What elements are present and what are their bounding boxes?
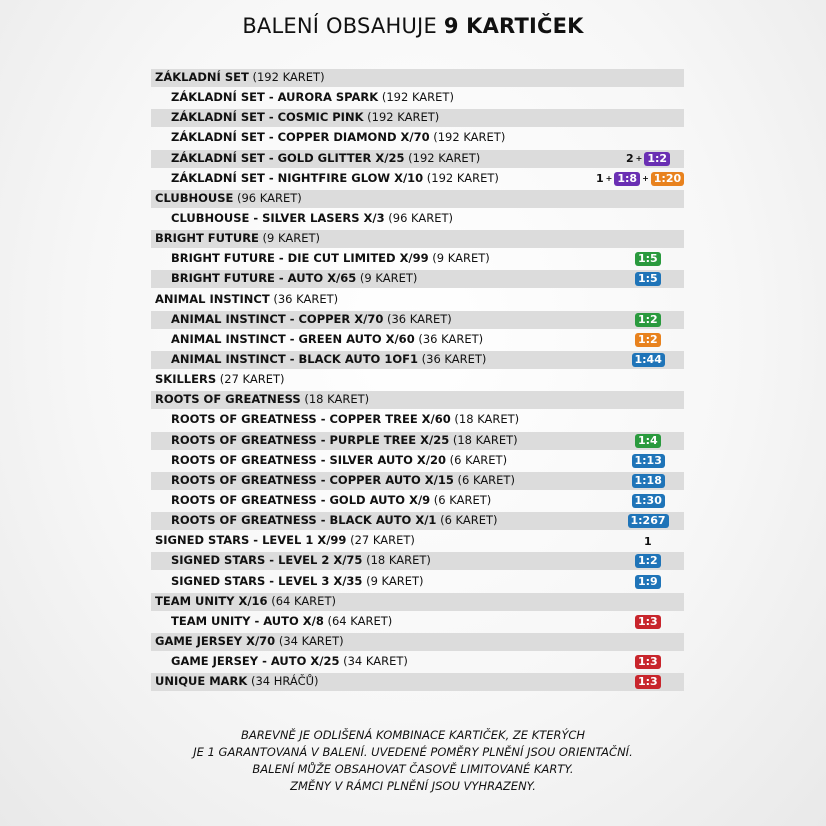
card-count: (192 KARET) (404, 150, 481, 165)
set-name: GAME JERSEY - AUTO X/25 (171, 654, 340, 669)
table-row (151, 633, 684, 651)
row-label (171, 654, 408, 668)
ratio-group (635, 674, 661, 690)
ratio-badge: 1:8 (614, 172, 640, 186)
ratio-badge: 1:18 (632, 474, 665, 488)
card-count: (27 KARET) (216, 372, 285, 387)
title-prefix: BALENÍ OBSAHUJE (242, 14, 444, 38)
plus-sign: + (642, 174, 649, 184)
set-name: ZÁKLADNÍ SET - NIGHTFIRE GLOW X/10 (171, 170, 424, 185)
table-row (151, 512, 684, 530)
set-name: ROOTS OF GREATNESS - BLACK AUTO X/1 (171, 513, 437, 528)
set-name: ANIMAL INSTINCT - BLACK AUTO 1OF1 (171, 351, 418, 366)
card-count: (9 KARET) (258, 231, 320, 246)
row-label (171, 574, 424, 588)
set-name: ANIMAL INSTINCT (155, 291, 270, 306)
table-row (151, 673, 684, 691)
guaranteed-count: 1 (644, 534, 652, 548)
ratio-group (635, 332, 661, 348)
table-row (151, 250, 684, 268)
ratio-group (635, 251, 661, 267)
table-row (151, 170, 684, 188)
table-row (151, 331, 684, 349)
card-count: (18 KARET) (300, 392, 370, 407)
ratio-badge: 1:3 (635, 675, 661, 689)
row-label (171, 352, 486, 366)
card-count: (6 KARET) (430, 492, 492, 507)
footer-note (0, 727, 826, 795)
card-table (151, 69, 684, 693)
set-name: TEAM UNITY X/16 (155, 593, 268, 608)
table-row (151, 432, 684, 450)
ratio-badge: 1:30 (632, 494, 665, 508)
set-name: ROOTS OF GREATNESS - COPPER TREE X/60 (171, 412, 451, 427)
ratio-group (635, 271, 661, 287)
page-title (0, 14, 826, 38)
ratio-group (632, 473, 665, 489)
row-label (171, 614, 392, 628)
row-label (171, 493, 491, 507)
set-name: UNIQUE MARK (155, 674, 248, 689)
table-row (151, 653, 684, 671)
table-row (151, 452, 684, 470)
card-count: (34 HRÁČŮ) (247, 674, 319, 689)
set-name: BRIGHT FUTURE - DIE CUT LIMITED X/99 (171, 251, 429, 266)
table-row (151, 573, 684, 591)
set-name: BRIGHT FUTURE (155, 231, 259, 246)
table-row (151, 190, 684, 208)
guaranteed-count: 1 (596, 172, 604, 186)
card-count: (9 KARET) (356, 271, 418, 286)
ratio-group (635, 312, 661, 328)
set-name: TEAM UNITY - AUTO X/8 (171, 613, 324, 628)
card-count: (36 KARET) (269, 291, 339, 306)
row-label (155, 392, 369, 406)
ratio-badge: 1:267 (628, 514, 669, 528)
set-name: CLUBHOUSE (155, 190, 234, 205)
ratio-group (644, 533, 652, 549)
card-count: (192 KARET) (423, 170, 499, 185)
guaranteed-count: 2 (626, 152, 634, 166)
row-label (171, 433, 518, 447)
ratio-group (632, 352, 665, 368)
plus-sign: + (605, 174, 613, 184)
set-name: SIGNED STARS - LEVEL 2 X/75 (171, 553, 363, 568)
set-name: SIGNED STARS - LEVEL 3 X/35 (171, 573, 363, 588)
card-count: (6 KARET) (436, 513, 498, 528)
ratio-group (596, 171, 684, 187)
set-name: ZÁKLADNÍ SET - COSMIC PINK (171, 110, 364, 125)
card-count: (34 KARET) (339, 654, 408, 669)
row-label (171, 90, 454, 104)
card-count: (36 KARET) (383, 311, 452, 326)
row-label (155, 372, 285, 386)
ratio-group (632, 493, 665, 509)
row-label (171, 171, 499, 185)
row-label (171, 453, 507, 467)
footer-line: BALENÍ MŮŽE OBSAHOVAT ČASOVĚ LIMITOVANÉ KARTY. (252, 762, 574, 776)
ratio-group (635, 614, 661, 630)
set-name: ROOTS OF GREATNESS - PURPLE TREE X/25 (171, 432, 450, 447)
ratio-badge: 1:9 (635, 575, 661, 589)
table-row (151, 593, 684, 611)
table-row (151, 613, 684, 631)
row-label (155, 634, 344, 648)
table-row (151, 291, 684, 309)
ratio-group (628, 513, 669, 529)
row-label (171, 473, 515, 487)
footer-line: BAREVNĚ JE ODLIŠENÁ KOMBINACE KARTIČEK, ZE KTERÝCH (240, 728, 586, 742)
card-count: (192 KARET) (429, 130, 506, 145)
row-label (155, 292, 338, 306)
card-count: (18 KARET) (449, 432, 518, 447)
row-label (155, 231, 320, 245)
ratio-group (632, 453, 665, 469)
ratio-group (626, 151, 670, 167)
row-label (171, 553, 431, 567)
ratio-badge: 1:2 (635, 554, 661, 568)
ratio-badge: 1:3 (635, 615, 661, 629)
set-name: ZÁKLADNÍ SET - AURORA SPARK (171, 90, 379, 105)
ratio-badge: 1:4 (635, 434, 661, 448)
row-label (171, 412, 519, 426)
set-name: SIGNED STARS - LEVEL 1 X/99 (155, 533, 347, 548)
plus-sign: + (635, 154, 643, 164)
ratio-group (635, 553, 661, 569)
card-count: (6 KARET) (445, 452, 508, 467)
ratio-badge: 1:2 (635, 313, 661, 327)
title-bold: 9 KARTIČEK (443, 14, 584, 38)
set-name: BRIGHT FUTURE - AUTO X/65 (171, 271, 357, 286)
set-name: ROOTS OF GREATNESS - COPPER AUTO X/15 (171, 472, 454, 487)
table-row (151, 532, 684, 550)
ratio-group (635, 574, 661, 590)
row-label (155, 594, 336, 608)
table-row (151, 371, 684, 389)
table-row (151, 411, 684, 429)
set-name: ZÁKLADNÍ SET - GOLD GLITTER X/25 (171, 150, 405, 165)
row-label (155, 533, 415, 547)
ratio-badge: 1:2 (644, 152, 670, 166)
ratio-badge: 1:2 (635, 333, 661, 347)
card-count: (18 KARET) (450, 412, 520, 427)
card-count: (64 KARET) (267, 593, 336, 608)
row-label (155, 70, 325, 84)
row-label (171, 251, 490, 265)
table-row (151, 311, 684, 329)
ratio-badge: 1:3 (635, 655, 661, 669)
card-count: (27 KARET) (346, 533, 415, 548)
set-name: ANIMAL INSTINCT - GREEN AUTO X/60 (171, 331, 415, 346)
table-row (151, 89, 684, 107)
set-name: ZÁKLADNÍ SET - COPPER DIAMOND X/70 (171, 130, 430, 145)
set-name: SKILLERS (155, 372, 217, 387)
card-count: (6 KARET) (453, 472, 515, 487)
row-label (171, 513, 498, 527)
set-name: ANIMAL INSTINCT - COPPER X/70 (171, 311, 384, 326)
table-row (151, 109, 684, 127)
card-count: (192 KARET) (378, 90, 454, 105)
table-row (151, 351, 684, 369)
table-row (151, 472, 684, 490)
row-label (171, 130, 505, 144)
ratio-group (635, 654, 661, 670)
card-count: (36 KARET) (417, 351, 487, 366)
set-name: ROOTS OF GREATNESS - GOLD AUTO X/9 (171, 492, 431, 507)
set-name: CLUBHOUSE - SILVER LASERS X/3 (171, 210, 385, 225)
table-row (151, 129, 684, 147)
ratio-badge: 1:5 (635, 272, 661, 286)
set-name: GAME JERSEY X/70 (155, 633, 276, 648)
set-name: ROOTS OF GREATNESS - SILVER AUTO X/20 (171, 452, 446, 467)
ratio-badge: 1:5 (635, 252, 661, 266)
table-row (151, 69, 684, 87)
row-label (155, 674, 319, 688)
card-count: (96 KARET) (384, 210, 454, 225)
table-row (151, 210, 684, 228)
table-row (151, 391, 684, 409)
ratio-badge: 1:13 (632, 454, 665, 468)
row-label (171, 312, 452, 326)
row-label (171, 151, 480, 165)
row-label (171, 271, 417, 285)
card-count: (9 KARET) (362, 573, 424, 588)
card-count: (192 KARET) (363, 110, 440, 125)
table-row (151, 230, 684, 248)
ratio-group (635, 433, 661, 449)
set-name: ROOTS OF GREATNESS (155, 392, 301, 407)
card-count: (64 KARET) (323, 613, 393, 628)
row-label (155, 191, 302, 205)
card-count: (18 KARET) (362, 553, 431, 568)
ratio-badge: 1:44 (632, 353, 665, 367)
card-count: (34 KARET) (275, 633, 344, 648)
footer-line: ZMĚNY V RÁMCI PLNĚNÍ JSOU VYHRAZENY. (290, 779, 536, 793)
footer-line: JE 1 GARANTOVANÁ V BALENÍ. UVEDENÉ POMĚRY PLNĚNÍ JSOU ORIENTAČNÍ. (193, 745, 633, 759)
table-row (151, 552, 684, 570)
card-count: (9 KARET) (428, 251, 490, 266)
set-name: ZÁKLADNÍ SET (155, 70, 249, 84)
row-label (171, 332, 483, 346)
row-label (171, 211, 453, 225)
card-count: (96 KARET) (233, 190, 302, 205)
ratio-badge: 1:20 (651, 172, 684, 186)
table-row (151, 492, 684, 510)
table-row (151, 150, 684, 168)
row-label (171, 110, 439, 124)
card-count: (36 KARET) (414, 331, 484, 346)
table-row (151, 270, 684, 288)
card-count: (192 KARET) (248, 70, 325, 84)
